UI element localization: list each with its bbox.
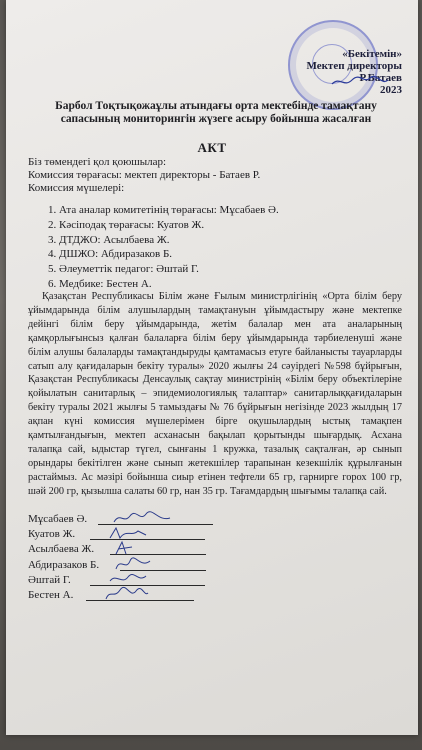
body-paragraph: Қазақстан Республикасы Білім және Ғылым министрлігінің «Орта білім беру ұйымдарында білім алушылардың тамақтануын ұйымдастыру және мектепке дейінгі білім беру ұйымдарында, жетім балалар мен ата аналарының қамқорлығынсыз қалған балаларға білім беру ұйымдарында тәрбиеленуші және білім алушы балаларды тамақтандыруды қамтамасыз етуге байланысты тауарларды сатып алу қағидаларын бекіту туралы» 2020 жылғы 24 сәуірдегі №598 бұйрығын, Қазақстан Республикасы Денсаулық сақтау министрінің «Білім беру объектілеріне қойылатын санитарлық – эпидемиологиялық талаптар» санитарлыққағидаларын бекіту туралы 2021 жылғы 5 тамыздағы № 76 бұйрығын негізінде 2023 жылдың 17 ақпан күні комиссия мүшелерімен бірге оқушылардың ыстық тамақпен қамтылғандығын, мектеп асханасын бақылап қорытынды шығардық. Асхана талапқа сай, ыдыстар түгел, сынғаны 1 кружка, тазалық сақталған, әр сынып орындары бекітілген және сынып жетекшілер тарапынан кезекшілік құрылғанын растаймыз. Ас мәзірі бойынша сиыр етінен тефтели 65 гр, гарнирге горох 100 гр, шәй 200 гр, қызылша салаты 60 гр, нан 35 гр. Тағамдардың шығымы талапқа сай.: [28, 291, 402, 497]
act-heading: АКТ: [197, 140, 227, 155]
members-label: Комиссия мүшелері:: [28, 182, 125, 194]
signature-row: [28, 512, 99, 527]
list-item: 3. ДТДЖО: Асылбаева Ж.: [48, 233, 170, 246]
handwritten-signature: [112, 510, 174, 526]
signatory-name: Бестен А.: [28, 588, 74, 601]
list-item: 5. Әлеуметтік педагог: Әштай Г.: [48, 263, 199, 276]
document-page: [6, 0, 418, 735]
signature-row: [28, 527, 99, 542]
signatory-name: Асылбаева Ж.: [28, 543, 95, 556]
signature-row: [28, 588, 99, 603]
approval-line-1: «Бекітемін»: [342, 48, 402, 60]
list-item: 6. Медбике: Бестен А.: [48, 277, 152, 290]
director-signature: [330, 74, 390, 88]
signature-row: [28, 542, 99, 557]
list-item: 1. Ата аналар комитетінің төрағасы: Мұсабаев Ә.: [48, 204, 279, 216]
signatory-name: Әштай Г.: [28, 573, 71, 586]
approval-line-3: Р.Батаев: [359, 72, 402, 84]
signature-table: [28, 512, 99, 603]
intro-line: Біз төмендегі қол қоюшылар:: [28, 156, 167, 168]
approval-line-4: 2023: [380, 84, 402, 96]
signatory-name: Куатов Ж.: [28, 528, 76, 541]
signatory-name: Абдиразаков Б.: [28, 558, 100, 571]
list-item: 2. Кәсіподақ төрағасы: Куатов Ж.: [48, 218, 205, 231]
handwritten-signature: [104, 585, 150, 603]
chair-line: Комиссия төрағасы: мектеп директоры - Батаев Р.: [28, 169, 261, 181]
document-title: Барбол Тоқтықожаұлы атындағы орта мектебінде тамақтану сапасының мониторингін жүзеге асыру бойынша жасалған: [55, 100, 377, 125]
signatory-name: Мұсабаев Ә.: [28, 513, 88, 525]
list-item: 4. ДШЖО: Абдиразаков Б.: [48, 248, 173, 261]
approval-block: [262, 48, 402, 96]
signature-row: [28, 573, 99, 588]
handwritten-signature: [108, 525, 148, 541]
members-list: [48, 203, 279, 292]
approval-line-2: Мектеп директоры: [306, 60, 402, 72]
signature-row: [28, 558, 99, 573]
